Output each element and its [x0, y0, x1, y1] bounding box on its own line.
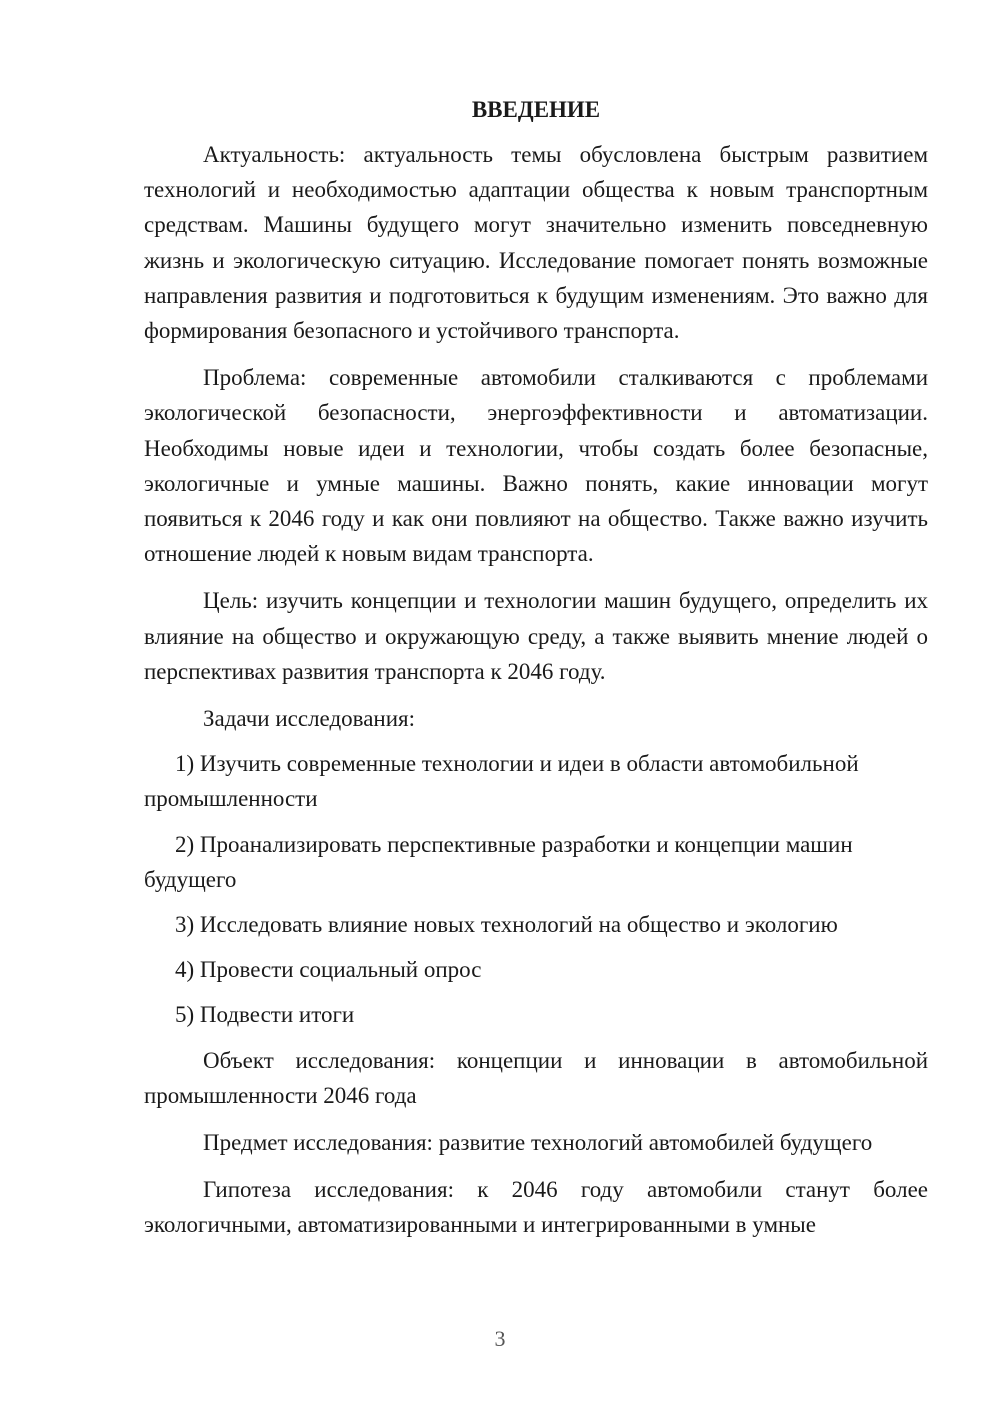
problem-paragraph: Проблема: современные автомобили сталкиваются с проблемами экологической безопасности, энергоэффективности и автоматизации. Необходимы новые идеи и технологии, чтобы создать более безопасные, экологичные и умные машины. Важно понять, какие инновации могут появиться к 2046 году и как они повлияют на общество. Также важно изучить отношение людей к новым видам транспорта. — [144, 365, 928, 567]
goal-paragraph: Цель: изучить концепции и технологии машин будущего, определить их влияние на общество и окружающую среду, а также выявить мнение людей о перспективах развития транспорта к 2046 году. — [144, 588, 928, 684]
task-item-4: 4) Провести социальный опрос — [175, 957, 482, 983]
task-item-2: 2) Проанализировать перспективные разработки и концепции машин будущего — [144, 831, 853, 892]
object-paragraph: Объект исследования: концепции и инновации в автомобильной промышленности 2046 года — [144, 1047, 928, 1108]
page-number: 3 — [494, 1326, 506, 1351]
subject-paragraph: Предмет исследования: развитие технологий автомобилей будущего — [203, 1130, 873, 1156]
document-page — [144, 92, 928, 1255]
task-item-1: 1) Изучить современные технологии и идеи в области автомобильной промышленности — [144, 751, 859, 812]
tasks-title: Задачи исследования: — [203, 706, 416, 732]
hypothesis-paragraph: Гипотеза исследования: к 2046 году автомобили станут более экологичными, автоматизированными и интегрированными в умные — [144, 1177, 928, 1238]
relevance-paragraph: Актуальность: актуальность темы обусловлена быстрым развитием технологий и необходимостью адаптации общества к новым транспортным средствам. Машины будущего могут значительно изменить повседневную жизнь и экологическую ситуацию. Исследование помогает понять возможные направления развития и подготовиться к будущим изменениям. Это важно для формирования безопасного и устойчивого транспорта. — [144, 142, 928, 344]
task-item-5: 5) Подвести итоги — [175, 1002, 355, 1028]
page-heading: ВВЕДЕНИЕ — [471, 97, 601, 122]
task-item-3: 3) Исследовать влияние новых технологий на общество и экологию — [175, 912, 838, 938]
